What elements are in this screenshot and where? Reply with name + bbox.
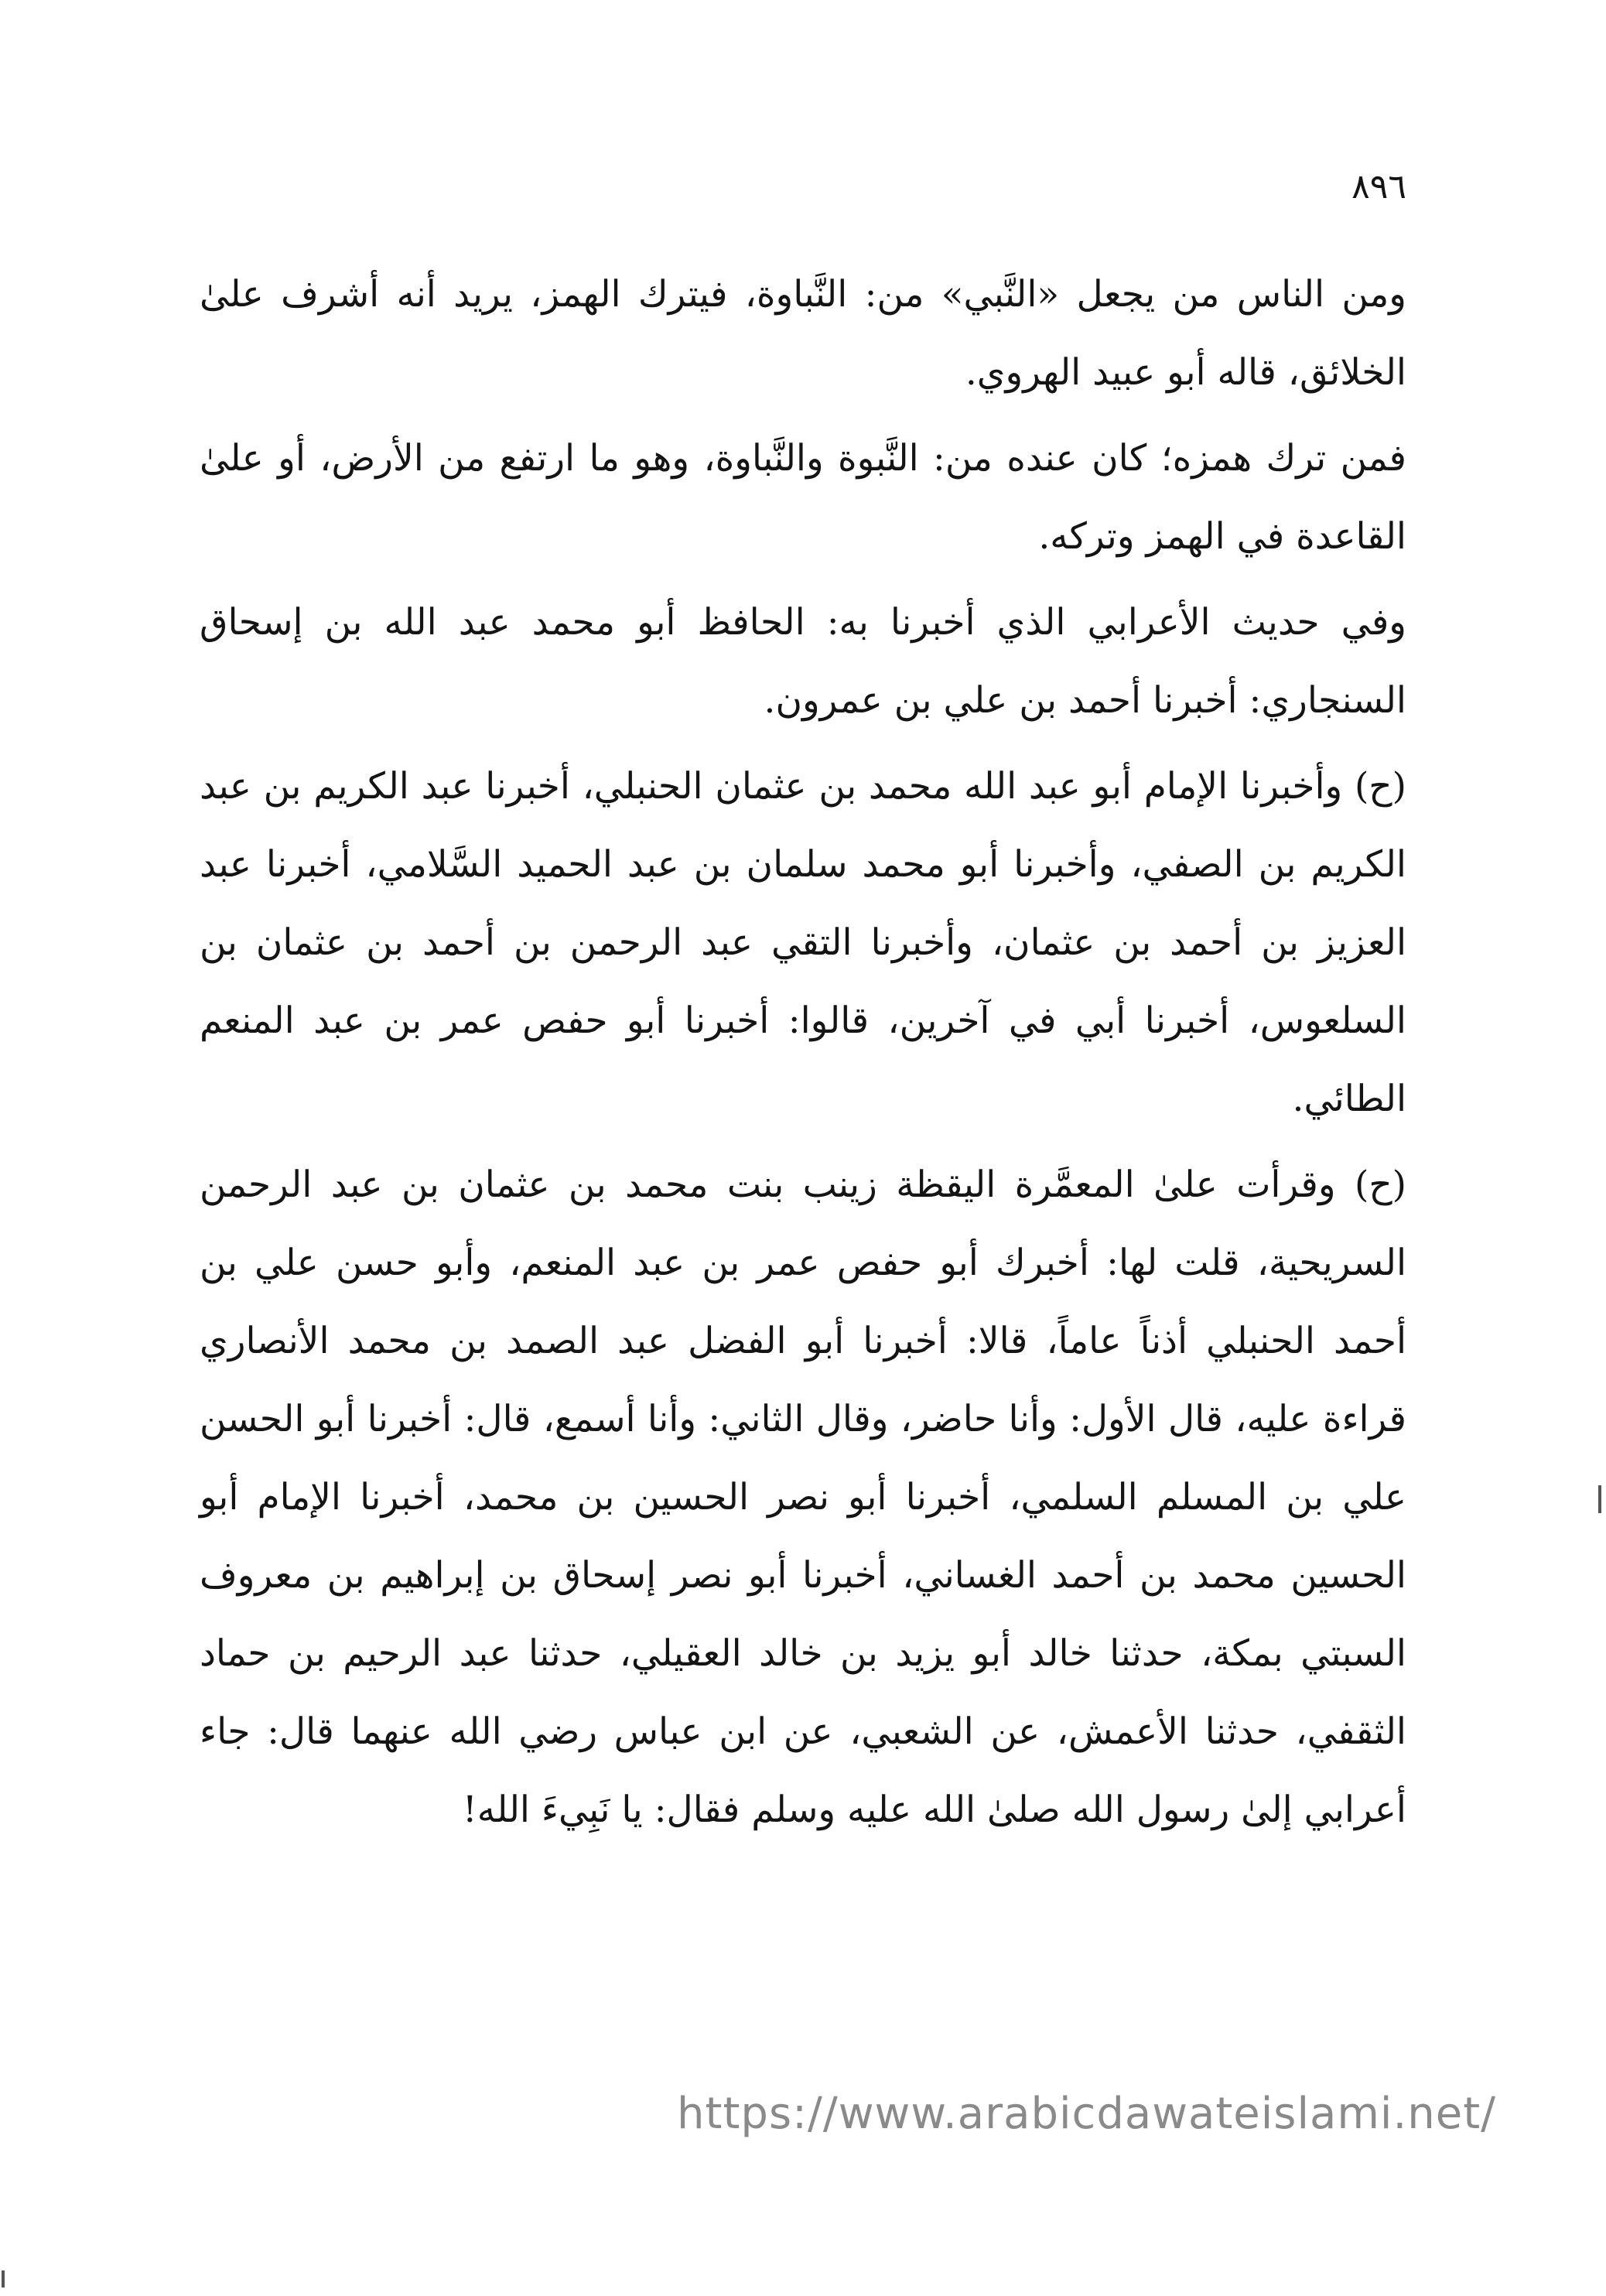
paragraph-5: (ح) وقرأت علىٰ المعمَّرة اليقظة زينب بنت محمد بن عثمان بن عبد الرحمن السريحية، قلت لها: أخبرك أبو حفص عمر بن عبد المنعم، وأبو حسن علي بن أحمد الحنبلي أذناً عاماً، قالا: أخبرنا أبو الفضل عبد الصمد بن محمد الأنصاري قراءة عليه، قال الأول: وأنا حاضر، وقال الثاني: وأنا أسمع، قال: أخبرنا أبو الحسن علي بن المسلم السلمي، أخبرنا أبو نصر الحسين بن محمد، أخبرنا الإمام أبو الحسين محمد بن أحمد الغساني، أخبرنا أبو نصر إسحاق بن إبراهيم بن معروف السبتي بمكة، حدثنا خالد أبو يزيد بن خالد العقيلي، حدثنا عبد الرحيم بن حماد الثقفي، حدثنا الأعمش، عن الشعبي، عن ابن عباس رضي الله عنهما قال: جاء أعرابي إلىٰ رسول الله صلىٰ الله عليه وسلم فقال: يا نَبِيءَ الله! <box>200 1163 1406 1831</box>
paragraph-1: ومن الناس من يجعل «النَّبي» من: النَّباوة، فيترك الهمز، يريد أنه أشرف علىٰ الخلائق، قاله أبو عبيد الهروي. <box>200 273 1406 394</box>
paragraph-2: فمن ترك همزه؛ كان عنده من: النَّبوة والنَّباوة، وهو ما ارتفع من الأرض، أو علىٰ القاعدة في الهمز وتركه. <box>200 437 1406 558</box>
paragraph-4: (ح) وأخبرنا الإمام أبو عبد الله محمد بن عثمان الحنبلي، أخبرنا عبد الكريم بن عبد الكريم بن الصفي، وأخبرنا أبو محمد سلمان بن عبد الحميد السَّلامي، أخبرنا عبد العزيز بن أحمد بن عثمان، وأخبرنا التقي عبد الرحمن بن أحمد بن عثمان بن السلعوس، أخبرنا أبي في آخرين، قالوا: أخبرنا أبو حفص عمر بن عبد المنعم الطائي. <box>200 765 1406 1120</box>
scan-edge-mark-right <box>1598 1485 1601 1513</box>
watermark-url: https://www.arabicdawateislami.net/ <box>677 2089 1497 2139</box>
scan-edge-mark-bottom-left <box>2 2270 5 2287</box>
paragraph-3: وفي حديث الأعرابي الذي أخبرنا به: الحافظ أبو محمد عبد الله بن إسحاق السنجاري: أخبرنا أحمد بن علي بن عمرون. <box>200 601 1406 722</box>
main-text <box>200 255 1406 1857</box>
page-number: ٨٩٦ <box>1351 167 1406 207</box>
